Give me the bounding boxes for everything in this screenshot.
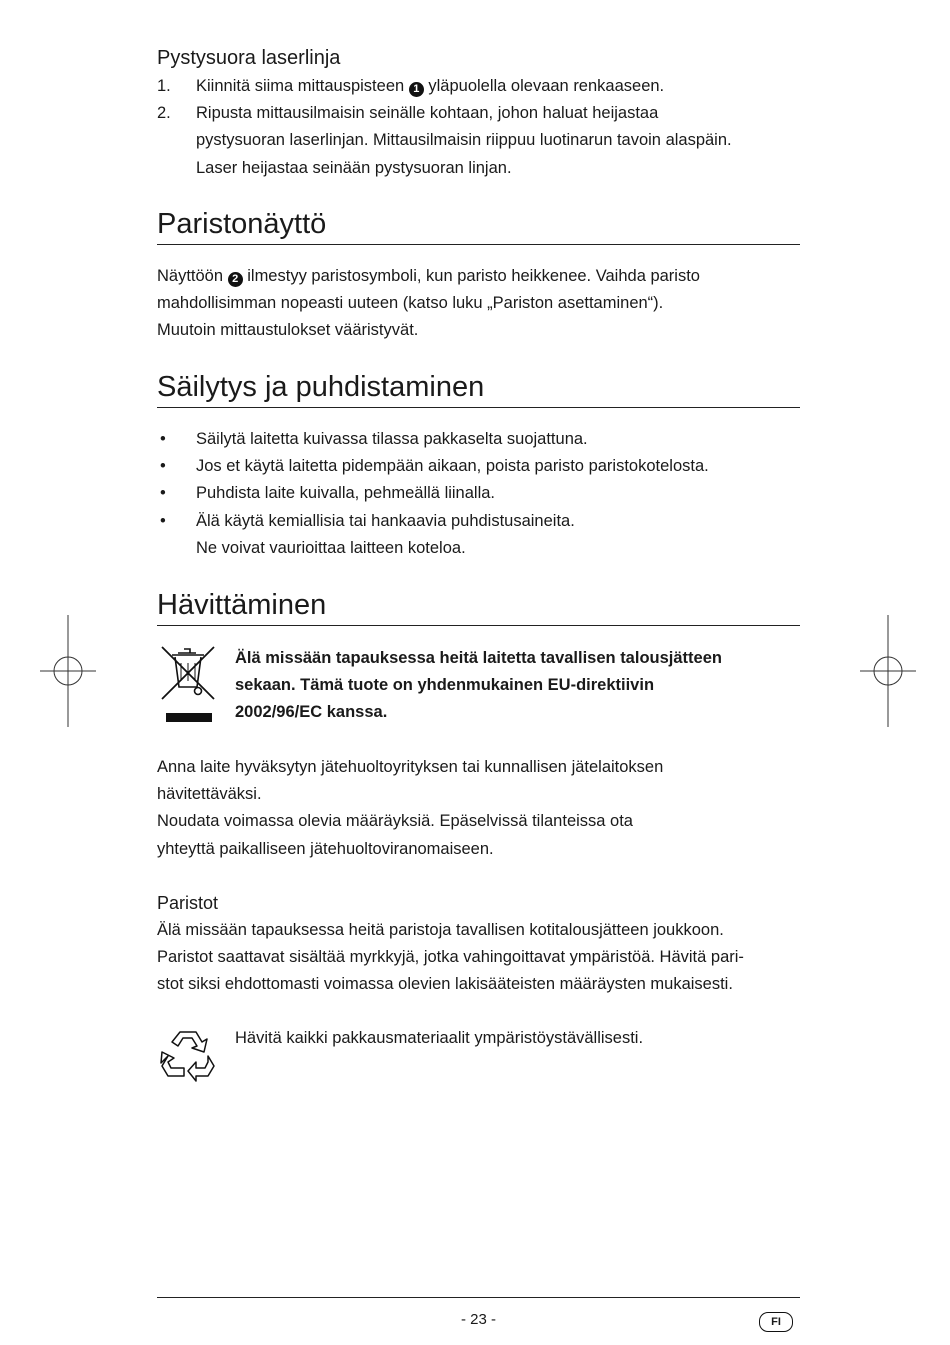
paragraph-line: mahdollisimman nopeasti uuteen (katso luku „Pariston asettaminen“). (157, 294, 664, 313)
section-heading-vertical-laser: Pystysuora laserlinja (157, 47, 341, 69)
step-number: 2. (157, 104, 171, 123)
step-text: Kiinnitä siima mittauspisteen (196, 77, 405, 95)
battery-display-paragraph (157, 263, 817, 345)
bullet-dot: • (160, 430, 166, 448)
paragraph-line: hävitettäväksi. (157, 785, 262, 804)
warning-line: sekaan. Tämä tuote on yhdenmukainen EU-direktiivin (235, 676, 655, 695)
packaging-text: Hävitä kaikki pakkausmateriaalit ympäristöystävällisesti. (235, 1029, 644, 1047)
paragraph-line: Muutoin mittaustulokset vääristyvät. (157, 321, 419, 340)
list-item-text: Jos et käytä laitetta pidempään aikaan, poista paristo paristokotelosta. (196, 457, 709, 476)
warning-line: Älä missään tapauksessa heitä laitetta tavallisen talousjätteen (235, 649, 722, 667)
list-item-text: Puhdista laite kuivalla, pehmeällä liinalla. (196, 484, 496, 503)
paragraph-text: ilmestyy paristosymboli, kun paristo heikkenee. Vaihda paristo (247, 267, 700, 285)
bullet-dot: • (160, 484, 166, 503)
registration-mark-left (40, 615, 96, 727)
list-item (157, 480, 817, 507)
step-2 (157, 100, 817, 182)
list-item-text: Säilytä laitetta kuivassa tilassa pakkaselta suojattuna. (196, 430, 588, 448)
vertical-laser-steps (157, 73, 817, 182)
list-item (157, 426, 817, 453)
list-item-text: Älä käytä kemiallisia tai hankaavia puhdistusaineita. (196, 511, 575, 530)
bullet-dot: • (160, 511, 166, 530)
step-text: yläpuolella olevaan renkaaseen. (428, 77, 665, 95)
heading-rule (157, 244, 800, 245)
section-heading-storage: Säilytys ja puhdistaminen (157, 371, 485, 403)
step-text-line: Ripusta mittausilmaisin seinälle kohtaan, johon haluat heijastaa (196, 104, 659, 123)
subsection-heading-batteries: Paristot (157, 893, 219, 913)
footer-rule (157, 1297, 800, 1298)
callout-marker-2: 2 (228, 272, 243, 287)
paragraph-line: Paristot saattavat sisältää myrkkyjä, jotka vahingoittavat ympäristöä. Hävitä pari- (157, 948, 744, 967)
callout-marker-1: 1 (409, 82, 424, 97)
paragraph-line: Noudata voimassa olevia määräyksiä. Epäselvissä tilanteissa ota (157, 812, 633, 831)
section-heading-battery-display: Paristonäyttö (157, 208, 327, 240)
warning-line: 2002/96/EC kanssa. (235, 703, 388, 722)
step-text-line: Laser heijastaa seinään pystysuoran linjan. (196, 158, 512, 177)
section-heading-disposal: Hävittäminen (157, 589, 327, 621)
list-item (157, 508, 817, 562)
weee-warning (235, 645, 815, 727)
step-number: 1. (157, 77, 171, 95)
list-item (157, 453, 817, 480)
page-number: - 23 - (460, 1311, 496, 1328)
language-badge: FI (759, 1312, 793, 1332)
heading-rule (157, 625, 800, 626)
paragraph-line: Anna laite hyväksytyn jätehuoltoyrityksen tai kunnallisen jätelaitoksen (157, 758, 664, 776)
heading-rule (157, 407, 800, 408)
registration-mark-right (860, 615, 916, 727)
step-text-line: pystysuoran laserlinjan. Mittausilmaisin riippuu luotinarun tavoin alaspäin. (196, 131, 732, 150)
bullet-dot: • (160, 457, 166, 476)
disposal-paragraph (157, 754, 817, 863)
storage-bullet-list (157, 426, 817, 562)
paragraph-line: Älä missään tapauksessa heitä paristoja tavallisen kotitalousjätteen joukkoon. (157, 921, 724, 939)
paragraph-text: Näyttöön (157, 267, 224, 285)
batteries-paragraph (157, 917, 817, 999)
crossed-out-wheelie-bin-icon (158, 643, 218, 725)
list-item-text: Ne voivat vaurioittaa laitteen koteloa. (196, 538, 466, 557)
paragraph-line: stot siksi ehdottomasti voimassa olevien lakisääteisten määräysten mukaisesti. (157, 975, 733, 994)
step-1 (157, 73, 817, 100)
recycling-icon (158, 1026, 218, 1082)
paragraph-line: yhteyttä paikalliseen jätehuoltoviranomaiseen. (157, 839, 494, 858)
